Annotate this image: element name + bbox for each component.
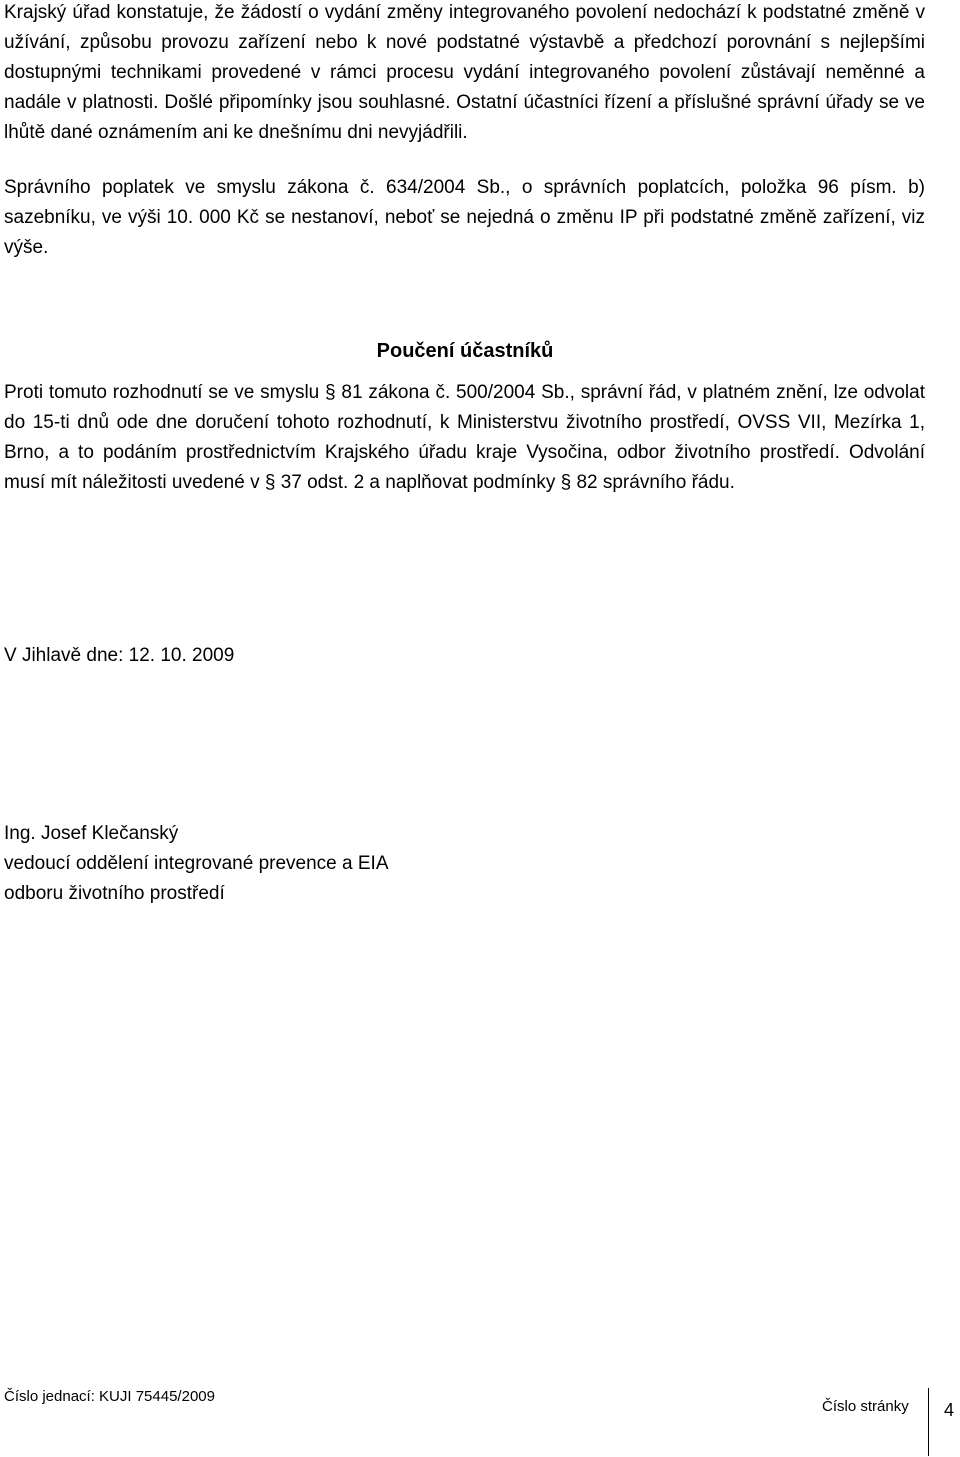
signatory-position: vedoucí oddělení integrované prevence a EIA <box>4 853 389 874</box>
footer-page-label: Číslo stránky <box>822 1398 909 1415</box>
footer-divider <box>928 1388 929 1456</box>
paragraph-findings: Krajský úřad konstatuje, že žádostí o vydání změny integrovaného povolení nedochází k podstatné změně v užívání, způsobu provozu zařízení nebo k nové podstatné výstavbě a předchozí porovnání s nejlepšími dostupnými technikami provedené v rámci procesu vydání integrovaného povolení zůstávají neměnné a nadále v platnosti. Došlé připomínky jsou souhlasné. Ostatní účastníci řízení a příslušné správní úřady se ve lhůtě dané oznámením ani ke dnešnímu dni nevyjádřili. <box>4 2 925 143</box>
footer-reference-number: Číslo jednací: KUJI 75445/2009 <box>4 1388 215 1405</box>
section-heading: Poučení účastníků <box>376 340 554 362</box>
signatory-department: odboru životního prostředí <box>4 883 225 904</box>
paragraph-appeal-instructions: Proti tomuto rozhodnutí se ve smyslu § 81 zákona č. 500/2004 Sb., správní řád, v platném znění, lze odvolat do 15-ti dnů ode dne doručení tohoto rozhodnutí, k Ministerstvu životního prostředí, OVSS VII, Mezírka 1, Brno, a to podáním prostřednictvím Krajského úřadu kraje Vysočina, odbor životního prostředí. Odvolání musí mít náležitosti uvedené v § 37 odst. 2 a naplňovat podmínky § 82 správního řádu. <box>4 382 925 493</box>
footer-page-number: 4 <box>944 1400 955 1420</box>
date-line: V Jihlavě dne: 12. 10. 2009 <box>4 645 235 666</box>
paragraph-fee: Správního poplatek ve smyslu zákona č. 634/2004 Sb., o správních poplatcích, položka 96 písm. b) sazebníku, ve výši 10. 000 Kč se nestanoví, neboť se nejedná o změnu IP při podstatné změně zařízení, viz výše. <box>4 177 925 258</box>
signatory-name: Ing. Josef Klečanský <box>4 823 179 844</box>
